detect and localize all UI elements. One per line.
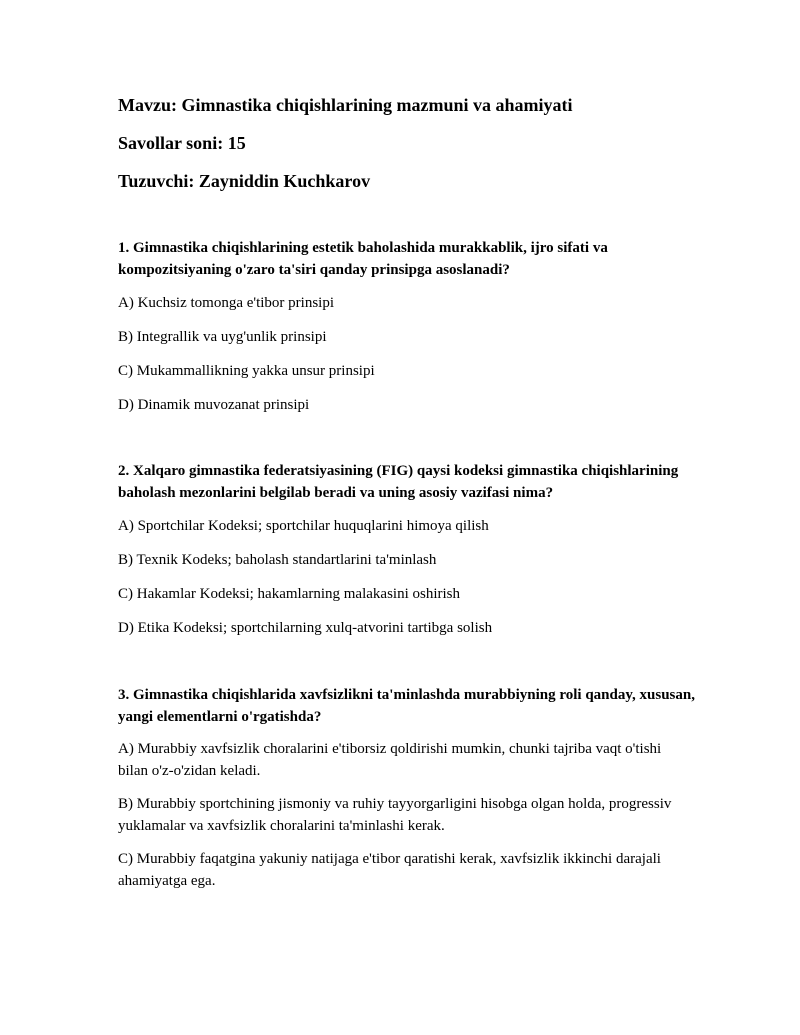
- question-1-option-b: B) Integrallik va uyg'unlik prinsipi: [118, 329, 327, 345]
- question-2-option-d: D) Etika Kodeksi; sportchilarning xulq-atvorini tartibga solish: [118, 620, 493, 636]
- question-2-option-c: C) Hakamlar Kodeksi; hakamlarning malakasini oshirish: [118, 586, 461, 602]
- question-2-option-a: A) Sportchilar Kodeksi; sportchilar huquqlarini himoya qilish: [118, 518, 489, 534]
- topic-heading: Mavzu: Gimnastika chiqishlarining mazmuni va ahamiyati: [118, 95, 573, 115]
- question-3-text: 3. Gimnastika chiqishlarida xavfsizlikni ta'minlashda murabbiyning roli qanday, xususan, yangi elementlarni o'rgatishda?: [118, 687, 695, 725]
- question-1-option-d: D) Dinamik muvozanat prinsipi: [118, 397, 310, 413]
- question-1-option-a: A) Kuchsiz tomonga e'tibor prinsipi: [118, 295, 334, 311]
- question-1-text: 1. Gimnastika chiqishlarining estetik baholashida murakkablik, ijro sifati va kompozitsiyaning o'zaro ta'siri qanday prinsipga asoslanadi?: [118, 240, 608, 278]
- question-count: Savollar soni: 15: [118, 133, 246, 153]
- question-2-option-b: B) Texnik Kodeks; baholash standartlarini ta'minlash: [118, 552, 437, 568]
- author-line: Tuzuvchi: Zayniddin Kuchkarov: [118, 171, 371, 191]
- question-3-option-c: C) Murabbiy faqatgina yakuniy natijaga e'tibor qaratishi kerak, xavfsizlik ikkinchi darajali ahamiyatga ega.: [118, 851, 661, 889]
- question-3-option-b: B) Murabbiy sportchining jismoniy va ruhiy tayyorgarligini hisobga olgan holda, progressiv yuklamalar va xavfsizlik choralarini ta'minlashi kerak.: [118, 796, 672, 834]
- question-1-option-c: C) Mukammallikning yakka unsur prinsipi: [118, 363, 375, 379]
- question-3-option-a: A) Murabbiy xavfsizlik choralarini e'tiborsiz qoldirishi mumkin, chunki tajriba vaqt o'tishi bilan o'z-o'zidan keladi.: [118, 741, 662, 779]
- question-2-text: 2. Xalqaro gimnastika federatsiyasining (FIG) qaysi kodeksi gimnastika chiqishlarining baholash mezonlarini belgilab beradi va uning asosiy vazifasi nima?: [118, 463, 679, 501]
